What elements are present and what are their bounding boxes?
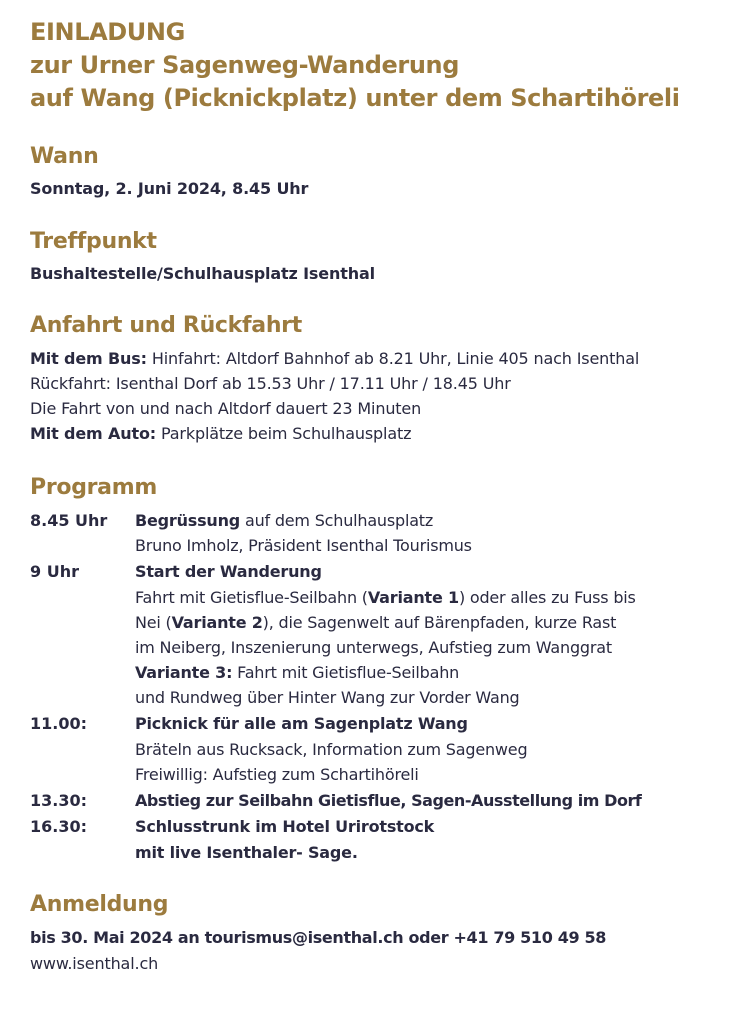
program-time-1: 8.45 Uhr [30,511,108,530]
program-item-1-rest: auf dem Schulhausplatz [240,511,434,530]
p2-l4b: Fahrt mit Gietisflue-Seilbahn [232,663,460,682]
when-heading: Wann [30,144,99,169]
program-heading: Programm [30,475,157,500]
program-item-3-title: Picknick für alle am Sagenplatz Wang [135,714,468,733]
program-item-2-line-5: und Rundweg über Hinter Wang zur Vorder Wang [135,688,520,707]
bus-text: Hinfahrt: Altdorf Bahnhof ab 8.21 Uhr, Linie 405 nach Isenthal [146,349,640,368]
variant-1-label: Variante 1 [367,588,459,607]
program-item-3-line-1: Bräteln aus Rucksack, Information zum Sagenweg [135,740,528,759]
program-item-4-title: Abstieg zur Seilbahn Gietisflue, Sagen-Ausstellung im Dorf [135,791,642,810]
program-item-2-line-1 [135,587,636,609]
program-item-1-title: Begrüssung [135,511,241,530]
travel-bus-line [30,348,639,370]
program-item-5-title-2: mit live Isenthaler- Sage. [135,843,358,862]
program-item-1-sub: Bruno Imholz, Präsident Isenthal Tourismus [135,536,472,555]
p2-l2a: Nei ( [135,613,172,632]
program-item-2-line-3: im Neiberg, Inszenierung unterwegs, Aufstieg zum Wanggrat [135,638,612,657]
title-line-2: zur Urner Sagenweg-Wanderung [30,51,460,79]
program-time-5: 16.30: [30,817,88,836]
variant-3-label: Variante 3: [135,663,233,682]
meeting-heading: Treffpunkt [30,229,157,254]
program-time-4: 13.30: [30,791,88,810]
meeting-text: Bushaltestelle/Schulhausplatz Isenthal [30,264,375,283]
registration-heading: Anmeldung [30,892,169,917]
website-link[interactable]: www.isenthal.ch [30,954,159,973]
car-label: Mit dem Auto: [30,424,157,443]
p2-l1a: Fahrt mit Gietisflue-Seilbahn ( [135,588,368,607]
title-line-3: auf Wang (Picknickplatz) unter dem Schartihöreli [30,84,680,112]
bus-label: Mit dem Bus: [30,349,147,368]
program-item-3-line-2: Freiwillig: Aufstieg zum Schartihöreli [135,765,419,784]
travel-return-line: Rückfahrt: Isenthal Dorf ab 15.53 Uhr / 17.11 Uhr / 18.45 Uhr [30,374,511,393]
program-item-2-title: Start der Wanderung [135,562,322,581]
p2-l2c: ), die Sagenwelt auf Bärenpfaden, kurze Rast [262,613,617,632]
travel-car-line [30,423,411,445]
p2-l1c: ) oder alles zu Fuss bis [458,588,636,607]
program-time-3: 11.00: [30,714,88,733]
program-item-5-title: Schlusstrunk im Hotel Urirotstock [135,817,435,836]
program-item-1 [135,510,433,532]
program-item-2-line-2 [135,612,616,634]
program-time-2: 9 Uhr [30,562,79,581]
travel-heading: Anfahrt und Rückfahrt [30,313,302,338]
program-item-2-line-4 [135,662,459,684]
title-line-1: EINLADUNG [30,18,185,46]
travel-duration-line: Die Fahrt von und nach Altdorf dauert 23 Minuten [30,399,422,418]
car-text: Parkplätze beim Schulhausplatz [156,424,412,443]
when-text: Sonntag, 2. Juni 2024, 8.45 Uhr [30,179,309,198]
registration-text: bis 30. Mai 2024 an tourismus@isenthal.ch oder +41 79 510 49 58 [30,928,607,947]
variant-2-label: Variante 2 [171,613,263,632]
